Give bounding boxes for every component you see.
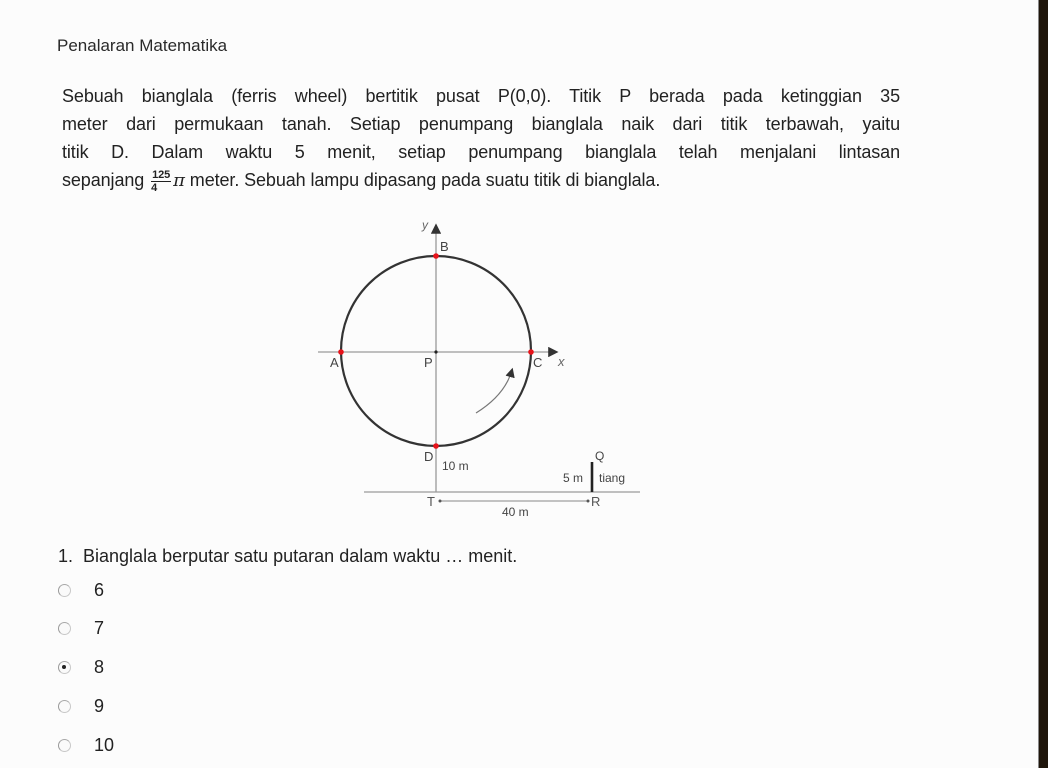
label-b: B — [440, 239, 449, 254]
section-title: Penalaran Matematika — [57, 36, 228, 55]
rotation-arrow — [476, 370, 512, 413]
radio-button[interactable] — [58, 584, 71, 597]
fraction-numerator: 125 — [152, 168, 171, 181]
problem-line-1: Sebuah bianglala (ferris wheel) bertitik pusat P(0,0). Titik P berada pada ketinggian 35 — [62, 86, 900, 106]
pole-height-label: 5 m — [563, 471, 584, 485]
label-r: R — [591, 494, 601, 509]
radio-button[interactable] — [58, 622, 71, 635]
label-d: D — [424, 449, 434, 464]
option-9[interactable] — [58, 691, 258, 721]
ferris-wheel-diagram — [300, 210, 660, 530]
problem-line-2: meter dari permukaan tanah. Setiap penumpang bianglala naik dari titik terbawah, yaitu — [62, 114, 900, 134]
problem-statement — [62, 82, 900, 195]
height-label: 10 m — [442, 459, 469, 473]
label-q: Q — [595, 449, 605, 463]
pi-symbol: π — [173, 170, 185, 191]
point-p-marker — [434, 350, 437, 353]
window-edge-bar — [1038, 0, 1048, 768]
point-d-marker — [433, 443, 439, 449]
point-b-marker — [433, 253, 439, 259]
label-p: P — [424, 355, 433, 370]
pole-label: tiang — [599, 471, 626, 485]
option-8[interactable] — [58, 652, 258, 682]
label-t: T — [427, 494, 435, 509]
label-c: C — [533, 355, 543, 370]
option-label: 6 — [94, 579, 105, 600]
radio-button[interactable] — [58, 700, 71, 713]
point-a-marker — [338, 349, 344, 355]
distance-label: 40 m — [502, 505, 529, 519]
radio-button[interactable] — [58, 739, 71, 752]
option-label: 8 — [94, 656, 105, 677]
fraction-125-over-4 — [151, 169, 171, 194]
question-number: 1. — [58, 546, 74, 566]
y-axis-label: y — [422, 218, 428, 232]
fraction-denominator: 4 — [151, 181, 158, 194]
problem-line-3: titik D. Dalam waktu 5 menit, setiap penumpang bianglala telah menjalani lintasan — [62, 142, 900, 162]
option-7[interactable] — [58, 613, 258, 643]
option-label: 9 — [94, 695, 105, 716]
point-c-marker — [528, 349, 534, 355]
radio-button-selected[interactable] — [58, 661, 71, 674]
option-label: 10 — [94, 734, 115, 755]
option-10[interactable] — [58, 730, 258, 760]
question-1 — [58, 546, 517, 567]
problem-line-4 — [62, 166, 900, 195]
option-6[interactable] — [58, 575, 258, 605]
problem-line-4-prefix: sepanjang — [62, 170, 145, 190]
question-text: Bianglala berputar satu putaran dalam waktu … menit. — [83, 546, 518, 566]
problem-line-4-suffix: meter. Sebuah lampu dipasang pada suatu titik di bianglala. — [189, 170, 661, 190]
x-axis-label: x — [558, 354, 565, 369]
option-label: 7 — [94, 617, 105, 638]
label-a: A — [330, 355, 339, 370]
